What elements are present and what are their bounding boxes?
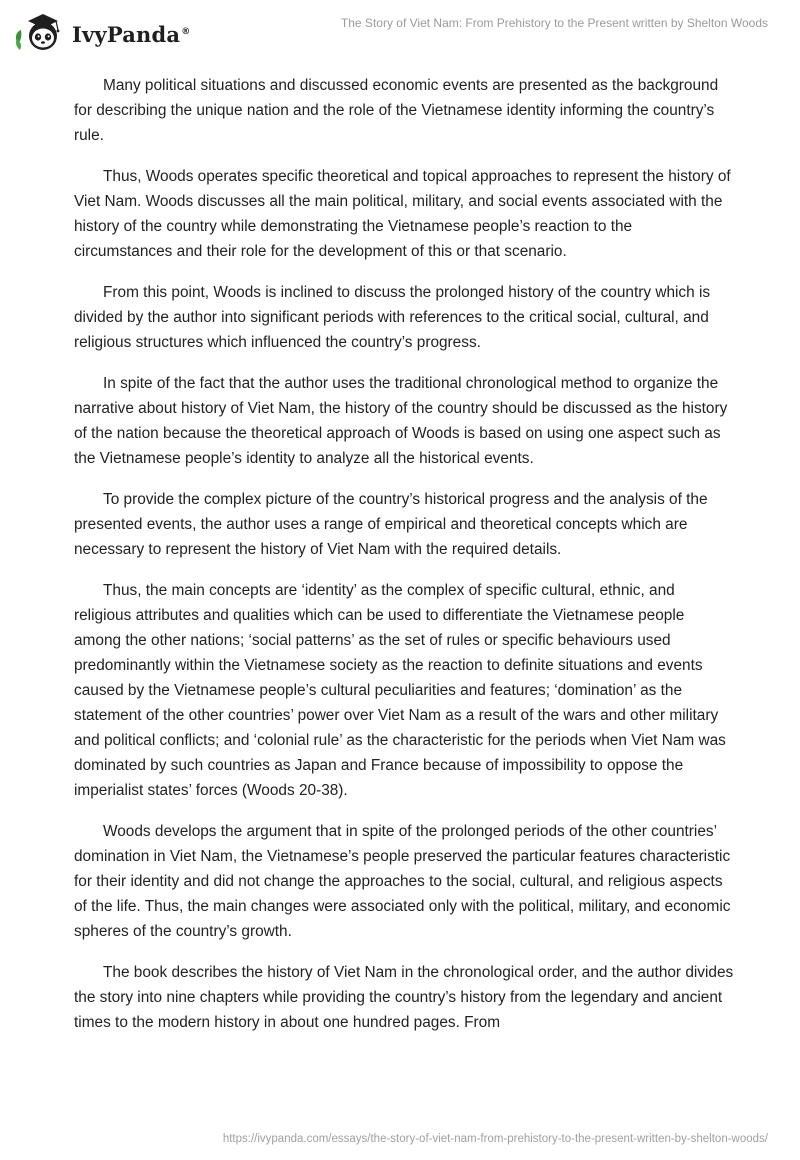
paragraph: Thus, the main concepts are ‘identity’ as the complex of specific cultural, ethnic, and religious attributes and qualities which can be used to differentiate the Vietnamese people among the other nations; ‘social patterns’ as the set of rules or specific behaviours used predominantly within the Vietnamese society as the reaction to definite situations and events caused by the Vietnamese people’s cultural peculiarities and features; ‘domination’ as the statement of the other countries’ power over Viet Nam as a result of the wars and other military and political conflicts; and ‘colonial rule’ as the characteristic for the periods when Viet Nam was dominated by such countries as Japan and France because of impossibility to oppose the imperialist states’ forces (Woods 20-38). — [74, 582, 726, 799]
registered-mark: ® — [181, 26, 191, 37]
panda-graduate-icon — [14, 10, 68, 54]
paragraph: From this point, Woods is inclined to discuss the prolonged history of the country which is divided by the author into significant periods with references to the critical social, cultural, and religious structures which influenced the country’s progress. — [74, 284, 711, 351]
page-header — [0, 0, 800, 60]
source-url[interactable]: https://ivypanda.com/essays/the-story-of-viet-nam-from-prehistory-to-the-present-written-by-shelton-woods/ — [222, 1133, 768, 1145]
brand-name: IvyPanda® — [72, 21, 191, 47]
paragraph: To provide the complex picture of the country’s historical progress and the analysis of the presented events, the author uses a range of empirical and theoretical concepts which are necessary to represent the history of Viet Nam with the required details. — [74, 491, 708, 558]
paragraph: In spite of the fact that the author uses the traditional chronological method to organize the narrative about history of Viet Nam, the history of the country should be discussed as the history of the nation because the theoretical approach of Woods is based on using one aspect such as the Vietnamese people’s identity to analyze all the historical events. — [74, 375, 728, 467]
paragraph: The book describes the history of Viet Nam in the chronological order, and the author divides the story into nine chapters while providing the country’s history from the legendary and ancient times to the modern history in about one hundred pages. From — [74, 964, 734, 1031]
ivypanda-logo[interactable] — [14, 10, 190, 54]
paragraph: Thus, Woods operates specific theoretical and topical approaches to represent the history of Viet Nam. Woods discusses all the main political, military, and social events associated with the history of the country while demonstrating the Vietnamese people’s reaction to the circumstances and their role for the development of this or that scenario. — [74, 168, 731, 260]
paragraph: Woods develops the argument that in spite of the prolonged periods of the other countries’ domination in Viet Nam, the Vietnamese’s people preserved the particular features characteristic for their identity and did not change the approaches to the social, cultural, and religious aspects of the life. Thus, the main changes were associated only with the political, military, and economic spheres of the country’s growth. — [74, 823, 731, 940]
essay-body — [74, 73, 734, 1051]
paragraph: Many political situations and discussed economic events are presented as the background for describing the unique nation and the role of the Vietnamese identity informing the country’s rule. — [74, 77, 719, 144]
document-title: The Story of Viet Nam: From Prehistory to the Present written by Shelton Woods — [340, 16, 768, 30]
